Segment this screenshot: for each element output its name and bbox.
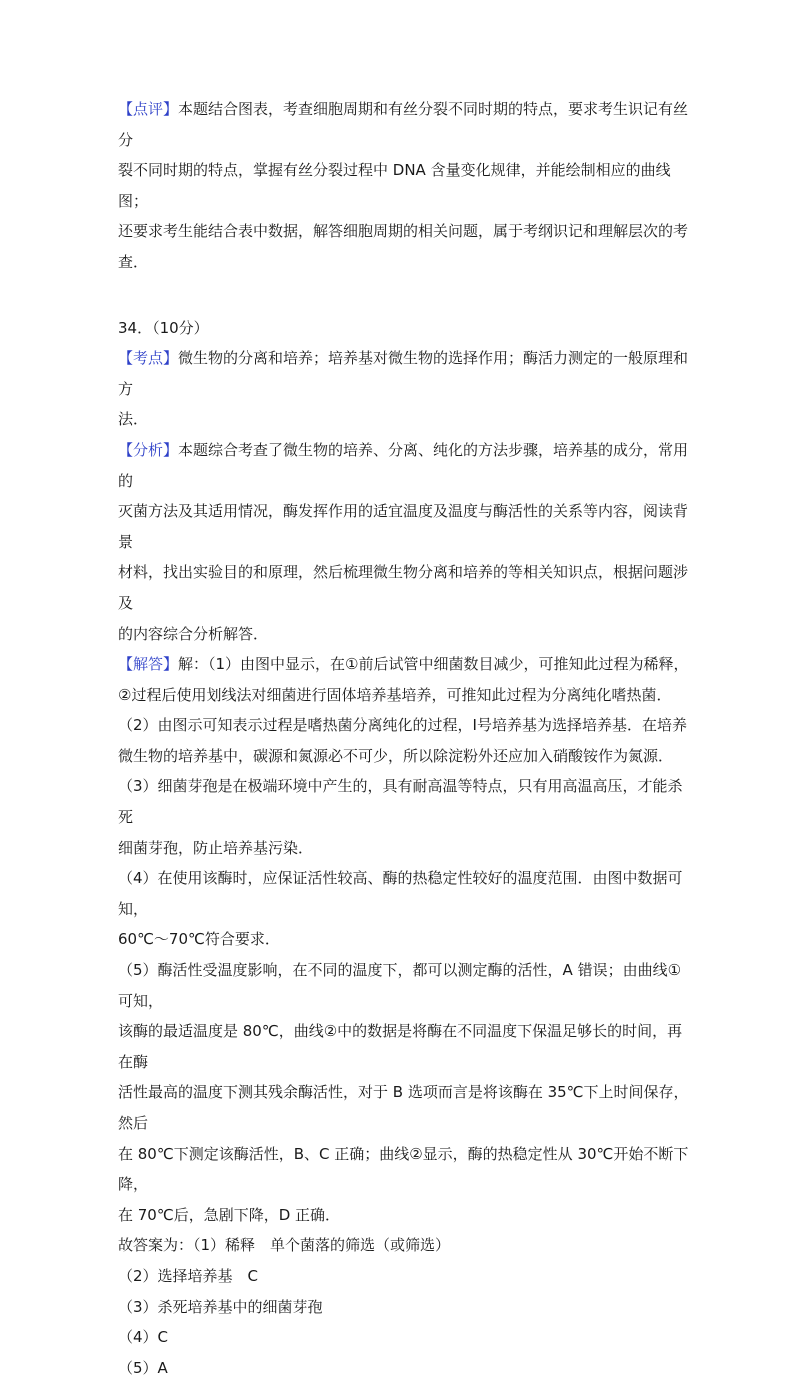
jieda-line: 【解答】解：（1）由图中显示，在①前后试管中细菌数目减少，可推知此过程为稀释， <box>118 655 689 674</box>
fenxi-tag: 【分析】 <box>118 440 179 459</box>
review-tag: 【点评】 <box>118 100 179 118</box>
fenxi-line: 的内容综合分析解答． <box>118 624 269 643</box>
answer-line: （4）C <box>118 1328 169 1347</box>
jieda-line: （5）酶活性受温度影响，在不同的温度下，都可以测定酶的活性，A 错误；由曲线①可知， <box>118 961 682 1010</box>
answer-line: （3）杀死培养基中的细菌芽孢 <box>118 1297 323 1316</box>
question-section <box>118 313 690 1383</box>
jieda-line: （3）细菌芽孢是在极端环境中产生的，具有耐高温等特点，只有用高温高压，才能杀死 <box>118 777 683 827</box>
fenxi-line: 【分析】本题综合考查了微生物的培养、分离、纯化的方法步骤，培养基的成分，常用的 <box>118 440 689 490</box>
jieda-tag: 【解答】 <box>118 655 179 674</box>
jieda-line: 细菌芽孢，防止培养基污染． <box>118 838 314 857</box>
answer-line: 故答案为：（1）稀释 单个菌落的筛选（或筛选） <box>118 1236 451 1255</box>
fenxi-line: 材料，找出实验目的和原理，然后梳理微生物分离和培养的等相关知识点，根据问题涉及 <box>118 563 689 612</box>
kaodian-line: 法． <box>118 410 149 429</box>
review-line: 裂不同时期的特点，掌握有丝分裂过程中 DNA 含量变化规律，并能绘制相应的曲线图； <box>118 161 671 210</box>
answers-block <box>118 1230 690 1383</box>
answer-line: （5）A <box>118 1358 168 1377</box>
jieda-line: ②过程后使用划线法对细菌进行固体培养基培养，可推知此过程为分离纯化嗜热菌． <box>118 685 672 704</box>
jieda-line: 该酶的最适温度是 80℃，曲线②中的数据是将酶在不同温度下保温足够长的时间，再在酶 <box>118 1022 683 1071</box>
jieda-line: （4）在使用该酶时，应保证活性较高、酶的热稳定性较好的温度范围．由图中数据可知， <box>118 869 683 918</box>
section-gap <box>118 278 690 313</box>
jieda-line: 微生物的培养基中，碳源和氮源必不可少，所以除淀粉外还应加入硝酸铵作为氮源． <box>118 746 674 765</box>
jieda-line: （2）由图示可知表示过程是嗜热菌分离纯化的过程，Ⅰ号培养基为选择培养基．在培养 <box>118 716 687 735</box>
kaodian-line: 【考点】微生物的分离和培养；培养基对微生物的选择作用；酶活力测定的一般原理和方 <box>118 349 689 398</box>
review-line: 【点评】本题结合图表，考查细胞周期和有丝分裂不同时期的特点，要求考生识记有丝分 <box>118 100 689 149</box>
jieda-line: 活性最高的温度下测其残余酶活性，对于 B 选项而言是将该酶在 35℃下上时间保存，然后 <box>118 1083 689 1132</box>
fenxi-line: 灭菌方法及其适用情况，酶发挥作用的适宜温度及温度与酶活性的关系等内容，阅读背景 <box>118 502 689 551</box>
question-number: 34．（10分） <box>118 318 209 337</box>
answer-line: （2）选择培养基 C <box>118 1266 259 1285</box>
review-line: 还要求考生能结合表中数据，解答细胞周期的相关问题，属于考纲识记和理解层次的考查． <box>118 222 689 271</box>
jieda-line: 60℃～70℃符合要求． <box>118 930 280 949</box>
jieda-line: 在 70℃后，急剧下降，D 正确． <box>118 1205 341 1224</box>
jieda-line: 在 80℃下测定该酶活性，B、C 正确；曲线②显示，酶的热稳定性从 30℃开始不断下降， <box>118 1144 689 1194</box>
kaodian-tag: 【考点】 <box>118 349 179 368</box>
review-section <box>118 94 690 278</box>
